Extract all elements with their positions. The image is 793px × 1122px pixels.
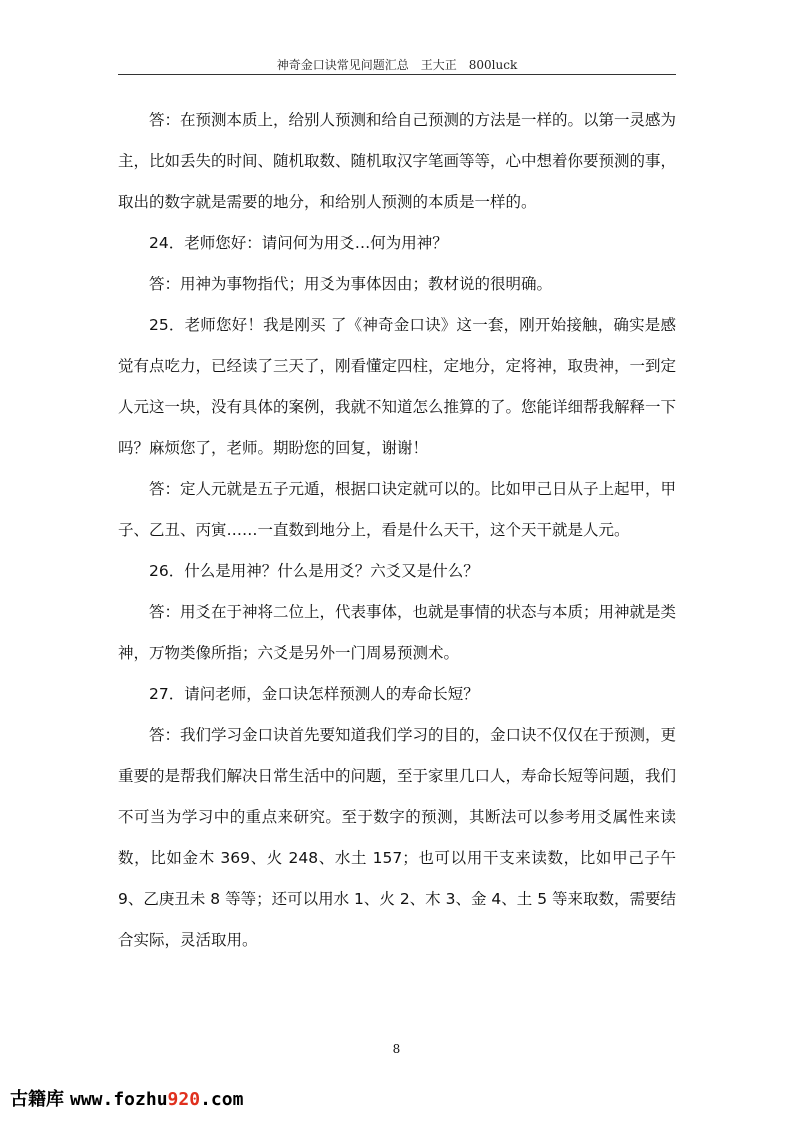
answer-25: 答：定人元就是五子元遁，根据口诀定就可以的。比如甲己日从子上起甲，甲子、乙丑、丙寅……一直数到地分上，看是什么天干，这个天干就是人元。 bbox=[118, 480, 677, 539]
watermark-url-prefix: www.fozhu bbox=[70, 1089, 168, 1110]
question-26: 26．什么是用神？什么是用爻？六爻又是什么？ bbox=[149, 562, 479, 580]
document-body bbox=[118, 100, 676, 961]
answer-27: 答：我们学习金口诀首先要知道我们学习的目的，金口诀不仅仅在于预测，更重要的是帮我们解决日常生活中的问题，至于家里几口人，寿命长短等问题，我们不可当为学习中的重点来研究。至于数字的预测，其断法可以参考用爻属性来读数，比如金木 369、火 248、水土 157；也可以用干支来读数，比如甲己子午 9、乙庚丑未 8 等等；还可以用水 1、火 2、木 3、金 4、土 5 等来取数，需要结合实际，灵活取用。 bbox=[118, 726, 677, 949]
question-27: 27．请问老师，金口诀怎样预测人的寿命长短？ bbox=[149, 685, 479, 703]
page-header: 神奇金口诀常见问题汇总 王大正 800luck bbox=[276, 58, 518, 72]
watermark-name: 古籍库 bbox=[10, 1089, 64, 1110]
watermark-url-suffix: .com bbox=[200, 1089, 244, 1110]
question-25: 25．老师您好！我是刚买 了《神奇金口诀》这一套，刚开始接触，确实是感觉有点吃力，已经读了三天了，刚看懂定四柱，定地分，定将神，取贵神，一到定人元这一块，没有具体的案例，我就不知道怎么推算的了。您能详细帮我解释一下吗？麻烦您了，老师。期盼您的回复，谢谢！ bbox=[118, 316, 677, 457]
header-divider bbox=[118, 74, 676, 75]
answer-24: 答：用神为事物指代；用爻为事体因由；教材说的很明确。 bbox=[149, 275, 553, 293]
answer-26: 答：用爻在于神将二位上，代表事体，也就是事情的状态与本质；用神就是类神，万物类像所指；六爻是另外一门周易预测术。 bbox=[118, 603, 677, 662]
site-watermark bbox=[10, 1085, 243, 1115]
watermark-url-accent: 920 bbox=[167, 1089, 201, 1110]
page-number: 8 bbox=[392, 1042, 401, 1056]
paragraph: 答：在预测本质上，给别人预测和给自己预测的方法是一样的。以第一灵感为主，比如丢失的时间、随机取数、随机取汉字笔画等等，心中想着你要预测的事，取出的数字就是需要的地分，和给别人预测的本质是一样的。 bbox=[118, 111, 677, 211]
question-24: 24．老师您好：请问何为用爻…何为用神？ bbox=[149, 234, 448, 252]
